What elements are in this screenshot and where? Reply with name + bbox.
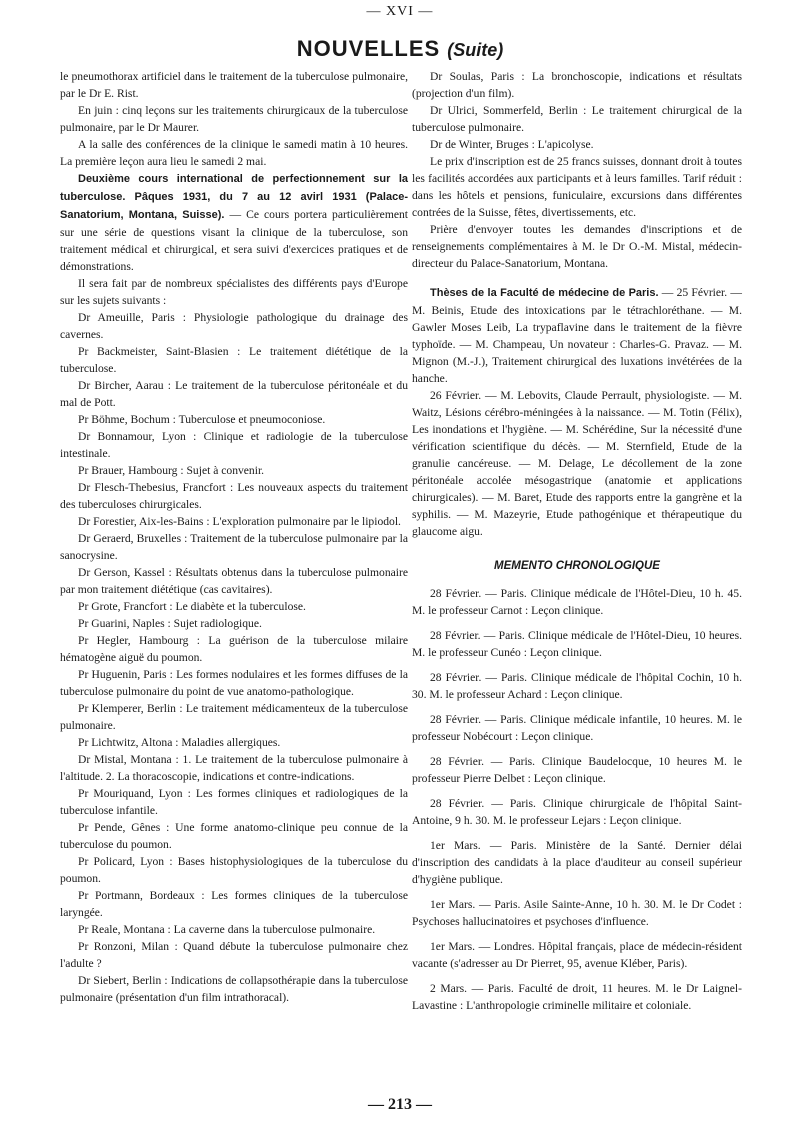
speaker-item: Dr Soulas, Paris : La bronchoscopie, indications et résultats (projection d'un film). — [412, 70, 742, 100]
speaker-item: Dr Bonnamour, Lyon : Clinique et radiologie de la tuberculose intestinale. — [60, 430, 408, 460]
theses-paragraph: 26 Février. — M. Lebovits, Claude Perrault, physiologiste. — M. Waitz, Lésions cérébro-méningées à la naissance. — M. Totin (Félix), Les inondations et l'hygiène. — M. Schérédine, Sur la nécessité d'une vérification scientifique du décès. — M. Sternfield, Etude de la granulie cancéreuse. — M. Delage, Le décollement de la zone péritonéale accolée mésogastrique (anatomie et applications chirurgicales). — M. Baret, Etude des rapports entre la gangrène et la syphilis. — M. Mazeyrie, Etude pathogénique et thérapeutique du glaucome aigu. — [412, 389, 742, 538]
speaker-item: Pr Reale, Montana : La caverne dans la tuberculose pulmonaire. — [78, 923, 376, 936]
speaker-item: Dr Ameuille, Paris : Physiologie pathologique du drainage des cavernes. — [60, 311, 408, 341]
memento-item: 1er Mars. — Londres. Hôpital français, place de médecin-résident vacante (s'adresser au Dr Pierret, 95, avenue Kléber, Paris). — [412, 940, 742, 970]
speaker-item: Dr Ulrici, Sommerfeld, Berlin : Le traitement chirurgical de la tuberculose pulmonaire. — [412, 104, 742, 134]
memento-item: 1er Mars. — Paris. Ministère de la Santé. Dernier délai d'inscription des candidats à la place d'auditeur au conseil supérieur d'hygiène publique. — [412, 839, 742, 886]
speaker-item: Dr Flesch-Thebesius, Francfort : Les nouveaux aspects du traitement des tuberculoses chirurgicales. — [60, 481, 408, 511]
speaker-item: Dr Geraerd, Bruxelles : Traitement de la tuberculose pulmonaire par la sanocrysine. — [60, 532, 408, 562]
speaker-item: Pr Ronzoni, Milan : Quand débute la tuberculose pulmonaire chez l'adulte ? — [60, 940, 408, 970]
speaker-item: Pr Pende, Gênes : Une forme anatomo-clinique peu connue de la tuberculose du poumon. — [60, 821, 408, 851]
speaker-item: Pr Portmann, Bordeaux : Les formes cliniques de la tuberculose laryngée. — [60, 889, 408, 919]
memento-item: 1er Mars. — Paris. Asile Sainte-Anne, 10 h. 30. M. le Dr Codet : Psychoses hallucinatoires et psychoses d'influence. — [412, 898, 742, 928]
memento-item: 28 Février. — Paris. Clinique médicale de l'Hôtel-Dieu, 10 h. 45. M. le professeur Carnot : Leçon clinique. — [412, 587, 742, 617]
page-roman-numeral: — XVI — — [366, 4, 434, 19]
theses-text: — 25 Février. — M. Beinis, Etude des intoxications par le tétrachloréthane. — M. Gawler Moses Leib, La trypaflavine dans le traitement de la fièvre typhoïde. — M. Champeau, Un novateur : Charles-G. Pravaz. — M. Mignon (M.-J.), Traitement chirurgical des luxations invétérées de la hanche. — [412, 286, 742, 385]
speaker-item: Pr Backmeister, Saint-Blasien : Le traitement diététique de la tuberculose. — [60, 345, 408, 375]
speaker-item: Pr Guarini, Naples : Sujet radiologique. — [78, 617, 262, 630]
paragraph: Il sera fait par de nombreux spécialistes des différents pays d'Europe sur les sujets suivants : — [60, 277, 408, 307]
request-paragraph: Prière d'envoyer toutes les demandes d'inscriptions et de renseignements complémentaires à M. le Dr O.-M. Mistal, médecin-directeur du Palace-Sanatorium, Montana. — [412, 223, 742, 270]
memento-item: 28 Février. — Paris. Clinique médicale infantile, 10 heures. M. le professeur Nobécourt : Leçon clinique. — [412, 713, 742, 743]
page-number: — 213 — — [368, 1096, 432, 1113]
paragraph: A la salle des conférences de la clinique le samedi matin à 10 heures. La première leçon aura lieu le samedi 2 mai. — [60, 138, 408, 168]
speaker-item: Dr de Winter, Bruges : L'apicolyse. — [430, 138, 594, 151]
speaker-item: Dr Mistal, Montana : 1. Le traitement de la tuberculose pulmonaire à l'altitude. 2. La thoracoscopie, indications et contre-indications. — [60, 753, 408, 783]
course-description: — Ce cours portera particulièrement sur une série de questions visant la clinique de la tuberculose, son traitement médical et chirurgical, et sera suivi d'exercices pratiques et de démonstrations. — [60, 208, 408, 273]
paragraph: En juin : cinq leçons sur les traitements chirurgicaux de la tuberculose pulmonaire, par le Dr Maurer. — [60, 104, 408, 134]
memento-item: 28 Février. — Paris. Clinique Baudelocque, 10 heures M. le professeur Pierre Delbet : Leçon clinique. — [412, 755, 742, 785]
speaker-item: Pr Policard, Lyon : Bases histophysiologiques de la tuberculose du poumon. — [60, 855, 408, 885]
course-announcement — [60, 170, 408, 275]
memento-item: 28 Février. — Paris. Clinique médicale de l'Hôtel-Dieu, 10 heures. M. le professeur Cunéo : Leçon clinique. — [412, 629, 742, 659]
page-title — [0, 36, 800, 62]
course-heading: Deuxième cours international de perfectionnement sur la tuberculose. Pâques 1931, du 7 au 12 avirl 1931 (Palace-Sanatorium, Montana, Suisse). — [60, 173, 408, 221]
speaker-item: Dr Gerson, Kassel : Résultats obtenus dans la tuberculose pulmonaire par mon traitement diététique (cas cavitaires). — [60, 566, 408, 596]
theses-heading: Thèses de la Faculté de médecine de Paris. — [430, 287, 659, 299]
memento-heading: MEMENTO CHRONOLOGIQUE — [494, 560, 660, 572]
speaker-item: Dr Forestier, Aix-les-Bains : L'exploration pulmonaire par le lipiodol. — [78, 515, 401, 528]
speaker-item: Pr Böhme, Bochum : Tuberculose et pneumoconiose. — [78, 413, 326, 426]
left-column — [60, 68, 408, 1006]
memento-list — [412, 585, 742, 1014]
speaker-item: Pr Lichtwitz, Altona : Maladies allergiques. — [78, 736, 281, 749]
spacer — [412, 272, 742, 284]
title-text: NOUVELLES — [296, 36, 441, 61]
speaker-item: Pr Hegler, Hambourg : La guérison de la tuberculose milaire hématogène aiguë du poumon. — [60, 634, 408, 664]
speaker-item: Pr Grote, Francfort : Le diabète et la tuberculose. — [78, 600, 306, 613]
speaker-item: Dr Siebert, Berlin : Indications de collapsothérapie dans la tuberculose pulmonaire (présentation d'un film intrathoracal). — [60, 974, 408, 1004]
price-paragraph: Le prix d'inscription est de 25 francs suisses, donnant droit à toutes les facilités accordées aux participants et à leurs familles. Tarif réduit : dans les hôtels et pensions, funiculaire, excursions dans différentes contrées de la Suisse, fêtes, divertissements, etc. — [412, 155, 742, 219]
right-column — [412, 68, 742, 1022]
speaker-item: Pr Mouriquand, Lyon : Les formes cliniques et radiologiques de la tuberculose infantile. — [60, 787, 408, 817]
speaker-item: Pr Huguenin, Paris : Les formes nodulaires et les formes diffuses de la tuberculose pulmonaire du point de vue anatomo-pathologique. — [60, 668, 408, 698]
theses-paragraph — [412, 284, 742, 387]
memento-item: 2 Mars. — Paris. Faculté de droit, 11 heures. M. le Dr Laignel-Lavastine : L'anthropologie criminelle militaire et coloniale. — [412, 982, 742, 1012]
memento-item: 28 Février. — Paris. Clinique chirurgicale de l'hôpital Saint-Antoine, 9 h. 30. M. le professeur Lejars : Leçon clinique. — [412, 797, 742, 827]
paragraph: le pneumothorax artificiel dans le traitement de la tuberculose pulmonaire, par le Dr E. Rist. — [60, 70, 408, 100]
speaker-item: Pr Brauer, Hambourg : Sujet à convenir. — [78, 464, 265, 477]
memento-item: 28 Février. — Paris. Clinique médicale de l'hôpital Cochin, 10 h. 30. M. le professeur Achard : Leçon clinique. — [412, 671, 742, 701]
speaker-item: Pr Klemperer, Berlin : Le traitement médicamenteux de la tuberculose pulmonaire. — [60, 702, 408, 732]
title-suffix: (Suite) — [447, 40, 504, 60]
speaker-item: Dr Bircher, Aarau : Le traitement de la tuberculose péritonéale et du mal de Pott. — [60, 379, 408, 409]
